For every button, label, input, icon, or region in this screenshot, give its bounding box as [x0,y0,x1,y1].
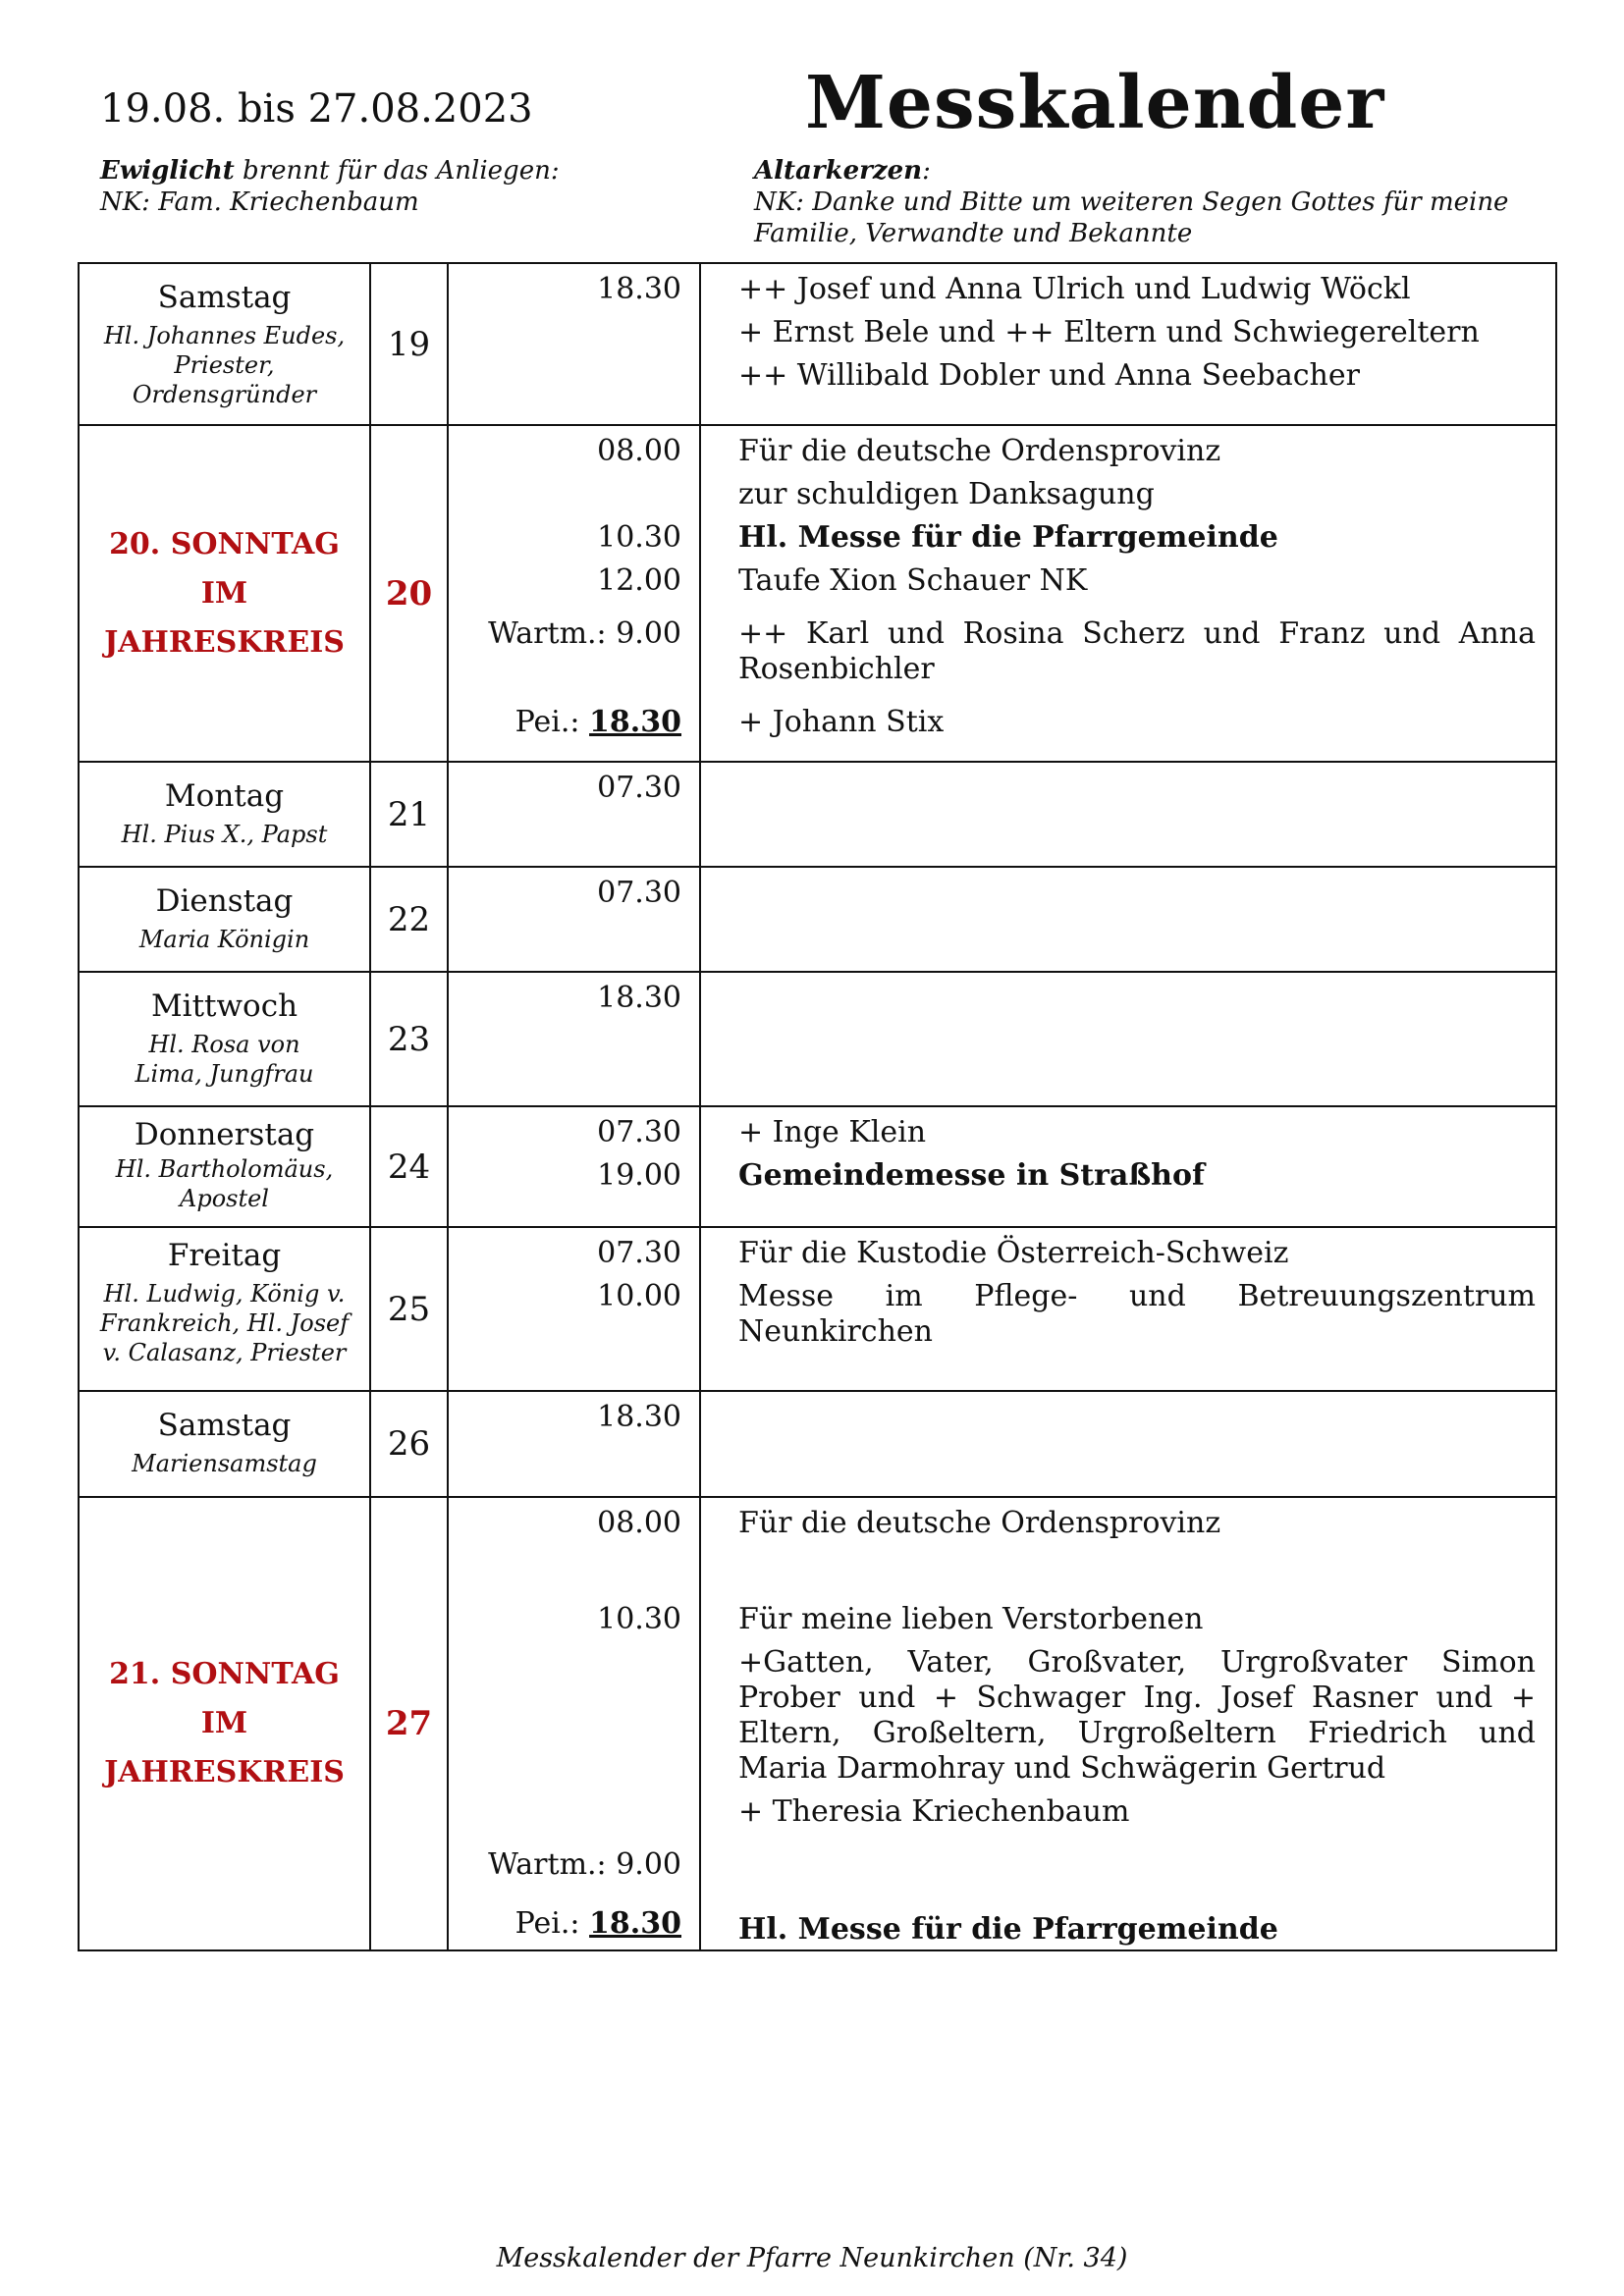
intention: ++ Josef und Anna Ulrich und Ludwig Wöckl [738,272,1411,306]
altarkerzen-note [754,155,1559,249]
day-cell [79,1106,370,1227]
saint-name: Hl. Rosa von Lima, Jungfrau [135,1031,314,1088]
intention: ++ Karl und Rosina Scherz und Franz und Anna Rosenbichler [738,616,1536,686]
page-title: Messkalender [805,61,1385,145]
intention: Hl. Messe für die Pfarrgemeinde [738,1912,1278,1947]
mass-time: 18.30 [597,1400,681,1434]
time-cell [448,867,700,972]
intention: + Johann Stix [738,705,945,739]
calendar-row [79,1106,1556,1227]
ewiglicht-text: brennt für das Anliegen: [234,156,560,186]
date-number: 19 [370,263,448,425]
intention: Für die Kustodie Österreich-Schweiz [738,1236,1289,1270]
sunday-title: IM [200,575,248,611]
day-name: Mittwoch [150,988,298,1024]
day-cell [79,1497,370,1950]
intention-cell [700,762,1556,867]
date-number: 23 [370,972,448,1106]
calendar-row [79,263,1556,425]
ewiglicht-label: Ewiglicht [100,156,235,186]
ewiglicht-value: NK: Fam. Kriechenbaum [100,187,419,217]
altarkerzen-colon: : [922,156,931,186]
day-cell [79,263,370,425]
intention: zur schuldigen Danksagung [738,477,1155,511]
mass-time: Wartm.: 9.00 [488,616,681,651]
day-cell [79,425,370,762]
mass-time: 07.30 [597,1115,681,1149]
altarkerzen-label: Altarkerzen [754,156,923,186]
day-cell [79,867,370,972]
intention: Für die deutsche Ordensprovinz [738,434,1221,468]
intention-cell [700,425,1556,762]
time-cell [448,263,700,425]
day-cell [79,1391,370,1497]
intention-cell [700,1227,1556,1391]
calendar-row [79,1227,1556,1391]
mass-calendar-table [78,262,1557,1951]
mass-time: 07.30 [597,771,681,805]
day-name: Donnerstag [134,1117,315,1152]
date-range: 19.08. bis 27.08.2023 [100,86,533,132]
intention: + Theresia Kriechenbaum [738,1794,1130,1829]
mass-time: 12.00 [597,563,681,598]
date-number: 24 [370,1106,448,1227]
day-cell [79,762,370,867]
date-number: 20 [370,425,448,762]
intention: Für meine lieben Verstorbenen [738,1602,1204,1636]
intention-cell [700,972,1556,1106]
day-cell [79,972,370,1106]
intention: Gemeindemesse in Straßhof [738,1158,1205,1193]
sunday-title: JAHRESKREIS [104,1755,345,1789]
time-cell [448,972,700,1106]
date-number: 21 [370,762,448,867]
mass-location: Pei.: [514,705,590,739]
intention: Für die deutsche Ordensprovinz [738,1506,1221,1540]
mass-time: 07.30 [597,876,681,910]
intention-cell [700,1497,1556,1950]
saint-name: Mariensamstag [132,1450,317,1477]
time-cell [448,1497,700,1950]
sunday-title: 21. SONNTAG [109,1657,340,1691]
mass-time: 10.30 [597,1602,681,1636]
time-cell [448,762,700,867]
sunday-title: JAHRESKREIS [104,624,345,660]
mass-time: 08.00 [597,434,681,468]
day-name: Samstag [157,280,292,315]
date-number: 26 [370,1391,448,1497]
calendar-row [79,972,1556,1106]
mass-time: 07.30 [597,1236,681,1270]
saint-name: Hl. Ludwig, König v. Frankreich, Hl. Josef v. Calasanz, Priester [99,1280,350,1366]
page-footer: Messkalender der Pfarre Neunkirchen (Nr. 34) [496,2243,1128,2273]
sunday-title: 20. SONNTAG [109,526,340,561]
mass-time: 18.30 [589,705,681,739]
intention: Messe im Pflege- und Betreuungszentrum Neunkirchen [738,1279,1536,1349]
saint-name: Hl. Pius X., Papst [121,821,328,848]
intention: +Gatten, Vater, Großvater, Urgroßvater Simon Prober und + Schwager Ing. Josef Rasner und + Eltern, Großeltern, Urgroßeltern Friedrich und Maria Darmohray und Schwägerin Gertrud [738,1645,1536,1786]
time-cell [448,425,700,762]
calendar-row [79,425,1556,762]
day-name: Dienstag [155,883,294,919]
sunday-title: IM [200,1706,248,1740]
calendar-row [79,1497,1556,1950]
date-number: 22 [370,867,448,972]
time-cell [448,1227,700,1391]
mass-time: 10.30 [597,520,681,555]
saint-name: Hl. Johannes Eudes, Priester, Ordensgründer [103,322,346,408]
intention: ++ Willibald Dobler und Anna Seebacher [738,358,1360,393]
intention-cell [700,1106,1556,1227]
calendar-row [79,867,1556,972]
mass-time: 18.30 [589,1906,681,1941]
calendar-row [79,762,1556,867]
intention: Hl. Messe für die Pfarrgemeinde [738,520,1278,555]
mass-time: 18.30 [597,981,681,1015]
saint-name: Maria Königin [138,926,310,953]
day-cell [79,1227,370,1391]
mass-time: 08.00 [597,1506,681,1540]
time-cell [448,1391,700,1497]
intention: + Ernst Bele und ++ Eltern und Schwiegereltern [738,315,1480,349]
intention-cell [700,1391,1556,1497]
ewiglicht-note [100,155,709,218]
mass-time: 10.00 [597,1279,681,1313]
time-cell [448,1106,700,1227]
day-name: Montag [164,778,285,814]
intention: + Inge Klein [738,1115,927,1149]
mass-time: 19.00 [597,1158,681,1193]
intention-cell [700,867,1556,972]
day-name: Freitag [167,1238,282,1273]
intention-cell [700,263,1556,425]
date-number: 27 [370,1497,448,1950]
day-name: Samstag [157,1408,292,1443]
mass-location: Pei.: [514,1906,590,1941]
saint-name: Hl. Bartholomäus, Apostel [115,1155,334,1212]
mass-time: Wartm.: 9.00 [488,1847,681,1882]
altarkerzen-value: NK: Danke und Bitte um weiteren Segen Gottes für meine Familie, Verwandte und Bekannte [754,187,1509,248]
calendar-row [79,1391,1556,1497]
mass-time: 18.30 [597,272,681,306]
date-number: 25 [370,1227,448,1391]
intention: Taufe Xion Schauer NK [738,563,1088,598]
